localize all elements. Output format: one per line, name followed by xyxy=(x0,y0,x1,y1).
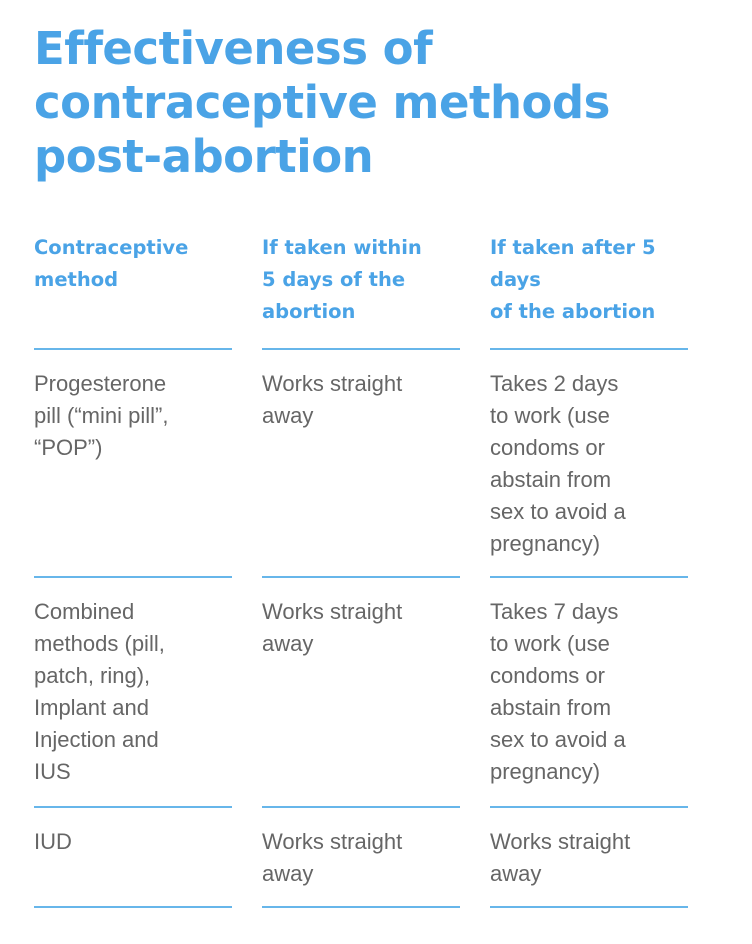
title-line: contraceptive methods xyxy=(34,76,610,129)
table-row xyxy=(34,826,688,906)
header-line: of the abortion xyxy=(490,300,656,323)
cell-line: Injection and xyxy=(34,727,159,752)
header-line: Contraceptive xyxy=(34,236,189,259)
cell-line: sex to avoid a xyxy=(490,499,626,524)
header-line: abortion xyxy=(262,300,356,323)
cell-line: Combined xyxy=(34,599,135,624)
cell-line: pregnancy) xyxy=(490,759,601,784)
cell-line: abstain from xyxy=(490,467,612,492)
divider xyxy=(262,348,460,350)
title-line: post-abortion xyxy=(34,130,374,183)
cell-line: Works straight xyxy=(262,599,403,624)
divider xyxy=(490,348,688,350)
cell-line: away xyxy=(262,861,314,886)
cell-line: methods (pill, xyxy=(34,631,165,656)
header-line: If taken after 5 xyxy=(490,236,656,259)
cell-line: Works straight xyxy=(262,829,403,854)
divider xyxy=(34,906,232,908)
divider xyxy=(262,906,460,908)
header-line: 5 days of the xyxy=(262,268,406,291)
cell-line: to work (use xyxy=(490,403,610,428)
cell-line: Works straight xyxy=(490,829,631,854)
within-cell xyxy=(262,368,460,432)
effectiveness-table xyxy=(34,232,688,908)
cell-line: away xyxy=(490,861,542,886)
cell-line: Takes 7 days xyxy=(490,599,619,624)
title-line: Effectiveness of xyxy=(34,22,433,75)
cell-line: sex to avoid a xyxy=(490,727,626,752)
divider xyxy=(34,576,232,578)
header-contraceptive-method xyxy=(34,232,232,296)
divider xyxy=(490,806,688,808)
method-cell xyxy=(34,596,232,788)
header-line: If taken within xyxy=(262,236,422,259)
divider-row xyxy=(34,576,688,578)
cell-line: away xyxy=(262,631,314,656)
divider-row xyxy=(34,348,688,350)
divider xyxy=(490,576,688,578)
divider xyxy=(262,806,460,808)
header-line: days xyxy=(490,268,541,291)
divider-row xyxy=(34,906,688,908)
table-header-row xyxy=(34,232,688,348)
within-cell xyxy=(262,826,460,890)
cell-line: patch, ring), xyxy=(34,663,151,688)
page-title xyxy=(34,22,654,184)
cell-line: away xyxy=(262,403,314,428)
table-row xyxy=(34,596,688,806)
cell-line: Implant and xyxy=(34,695,149,720)
header-after-5-days xyxy=(490,232,688,328)
cell-line: Works straight xyxy=(262,371,403,396)
cell-line: to work (use xyxy=(490,631,610,656)
cell-line: pregnancy) xyxy=(490,531,601,556)
cell-line: Progesterone xyxy=(34,371,167,396)
cell-line: IUS xyxy=(34,759,71,784)
cell-line: abstain from xyxy=(490,695,612,720)
cell-line: pill (“mini pill”, xyxy=(34,403,169,428)
after-cell xyxy=(490,826,688,890)
after-cell xyxy=(490,368,688,560)
divider xyxy=(34,348,232,350)
within-cell xyxy=(262,596,460,660)
cell-line: condoms or xyxy=(490,435,605,460)
cell-line: condoms or xyxy=(490,663,605,688)
divider xyxy=(490,906,688,908)
divider xyxy=(262,576,460,578)
cell-line: “POP”) xyxy=(34,435,103,460)
header-line: method xyxy=(34,268,119,291)
after-cell xyxy=(490,596,688,788)
method-cell xyxy=(34,826,232,858)
cell-line: IUD xyxy=(34,829,72,854)
divider-row xyxy=(34,806,688,808)
method-cell xyxy=(34,368,232,464)
divider xyxy=(34,806,232,808)
cell-line: Takes 2 days xyxy=(490,371,619,396)
header-within-5-days xyxy=(262,232,460,328)
table-row xyxy=(34,368,688,576)
